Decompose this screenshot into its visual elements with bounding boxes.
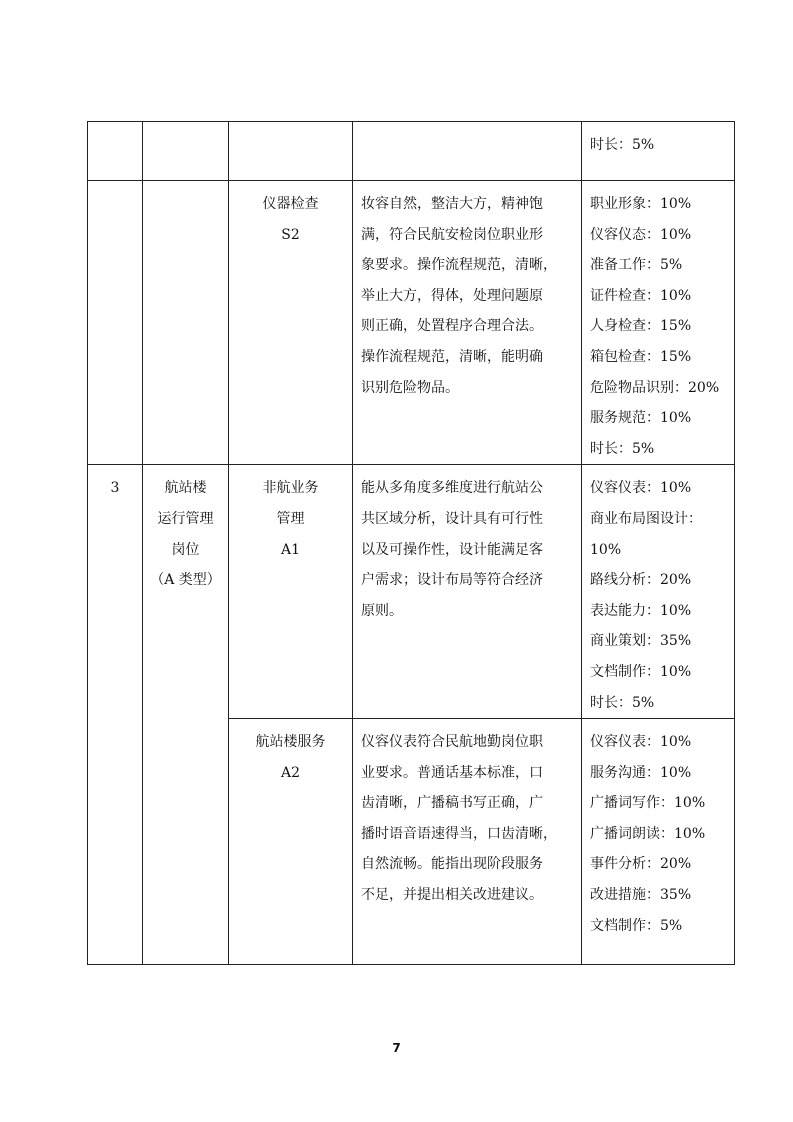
module-name: 非航业务 — [262, 480, 319, 497]
criteria-item: 表达能力：10% — [590, 602, 692, 619]
standard-line: 则正确，处置程序合理合法。 — [361, 318, 543, 335]
table-row-continued — [88, 122, 735, 181]
standard-line: 仪容仪表符合民航地勤岗位职 — [361, 734, 543, 751]
module-cell-empty — [229, 122, 353, 181]
module-name: 航站楼服务 — [255, 734, 326, 751]
criteria-item: 时长：5% — [590, 137, 655, 153]
standard-cell — [353, 719, 582, 965]
criteria-item: 广播词写作：10% — [590, 795, 706, 812]
position-line: 航站楼 — [164, 480, 207, 497]
standard-line: 齿清晰，广播稿书写正确，广 — [361, 795, 543, 812]
number-cell — [88, 465, 143, 965]
standard-line: 户需求；设计布局等符合经济 — [361, 572, 543, 589]
criteria-item: 时长：5% — [590, 440, 655, 457]
criteria-item: 服务沟通：10% — [590, 764, 692, 781]
module-code: A1 — [280, 541, 301, 558]
standard-line: 识别危险物品。 — [361, 379, 459, 396]
page-number: 7 — [392, 1041, 401, 1055]
criteria-item: 证件检查：10% — [590, 287, 692, 304]
standard-cell — [353, 465, 582, 719]
module-code: S2 — [281, 226, 300, 243]
position-cell-empty — [143, 122, 229, 181]
standard-line: 操作流程规范，清晰，能明确 — [361, 348, 543, 365]
standard-line: 以及可操作性，设计能满足客 — [361, 541, 543, 558]
criteria-item: 时长：5% — [590, 694, 655, 711]
number-cell-empty — [88, 181, 143, 465]
criteria-item: 危险物品识别：20% — [590, 379, 720, 396]
standard-line: 播时语音语速得当，口齿清晰， — [361, 825, 557, 842]
position-line: （A 类型） — [150, 572, 221, 589]
standard-cell — [353, 181, 582, 465]
criteria-item: 仪容仪表：10% — [590, 480, 692, 497]
criteria-cell — [582, 181, 735, 465]
module-name: 仪器检查 — [262, 196, 319, 212]
criteria-item: 人身检查：15% — [590, 318, 692, 335]
criteria-item: 服务规范：10% — [590, 410, 692, 427]
position-line: 运行管理 — [157, 510, 214, 527]
standard-line: 自然流畅。能指出现阶段服务 — [361, 856, 543, 873]
module-code: A2 — [280, 764, 301, 781]
number-cell-empty — [88, 122, 143, 181]
assessment-table — [87, 121, 735, 965]
position-line: 岗位 — [171, 541, 200, 558]
criteria-item: 仪容仪表：10% — [590, 734, 692, 751]
standard-line: 举止大方，得体，处理问题原 — [361, 287, 543, 304]
standard-line: 满，符合民航安检岗位职业形 — [361, 226, 543, 243]
criteria-cell — [582, 465, 735, 719]
criteria-item: 准备工作：5% — [590, 257, 683, 274]
standard-line: 不足，并提出相关改进建议。 — [361, 887, 543, 904]
criteria-item: 路线分析：20% — [590, 572, 692, 589]
table-row-s2 — [88, 181, 735, 465]
standard-line: 能从多角度多维度进行航站公 — [361, 480, 543, 497]
criteria-cell — [582, 122, 735, 181]
standard-line: 原则。 — [361, 602, 403, 619]
table-row-a1 — [88, 465, 735, 719]
criteria-item: 广播词朗读：10% — [590, 825, 706, 842]
criteria-item: 事件分析：20% — [590, 856, 692, 873]
criteria-item: 箱包检查：15% — [590, 348, 692, 365]
criteria-item: 10% — [590, 541, 622, 558]
standard-line: 业要求。普通话基本标准，口 — [361, 764, 543, 781]
criteria-item: 商业策划：35% — [590, 633, 692, 650]
standard-cell-empty — [353, 122, 582, 181]
module-cell — [229, 181, 353, 465]
standard-line: 共区域分析，设计具有可行性 — [361, 510, 543, 527]
criteria-item: 文档制作：10% — [590, 663, 692, 680]
standard-line: 妆容自然，整洁大方，精神饱 — [361, 196, 543, 212]
criteria-item: 仪容仪态：10% — [590, 226, 692, 243]
criteria-cell — [582, 719, 735, 965]
standard-line: 象要求。操作流程规范，清晰， — [361, 257, 557, 274]
row-number: 3 — [110, 480, 120, 497]
module-cell — [229, 465, 353, 719]
criteria-item: 商业布局图设计： — [590, 510, 702, 527]
module-cell — [229, 719, 353, 965]
module-name: 管理 — [276, 510, 305, 527]
criteria-item: 文档制作：5% — [590, 917, 683, 934]
criteria-item: 改进措施：35% — [590, 887, 692, 904]
position-cell-empty — [143, 181, 229, 465]
criteria-item: 职业形象：10% — [590, 196, 692, 212]
position-cell — [143, 465, 229, 965]
